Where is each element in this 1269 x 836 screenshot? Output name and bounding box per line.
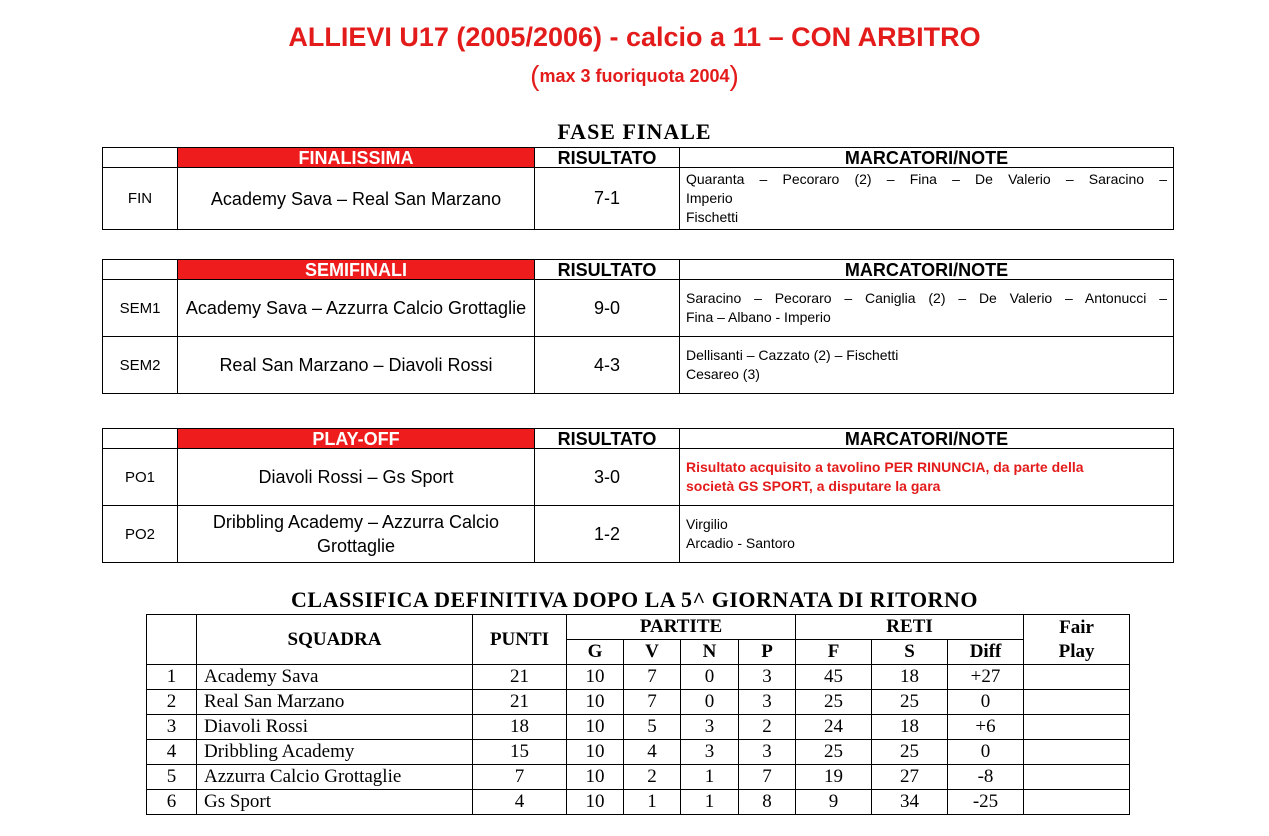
diff-cell: +27 [948,665,1024,690]
diff-cell: -8 [948,765,1024,790]
semifinali-header-row [103,260,1174,280]
squadra-header: SQUADRA [197,615,473,665]
match-teams: Diavoli Rossi – Gs Sport [178,449,535,506]
g-cell: 10 [567,690,624,715]
match-result: 1-2 [535,506,680,563]
notes-line: società GS SPORT, a disputare la gara [686,478,941,494]
match-notes [680,506,1174,563]
playoff-label: PLAY-OFF [178,429,535,449]
match-result: 4-3 [535,337,680,394]
classifica-title: CLASSIFICA DEFINITIVA DOPO LA 5^ GIORNATA DI RITORNO [291,587,978,612]
s-cell: 18 [872,715,948,740]
match-teams: Real San Marzano – Diavoli Rossi [178,337,535,394]
g-cell: 10 [567,665,624,690]
p-cell: 7 [739,765,796,790]
match-row [103,337,1174,394]
code-header-cell [103,429,178,449]
diff-header: Diff [948,640,1024,665]
s-cell: 27 [872,765,948,790]
f-cell: 45 [796,665,872,690]
standings-row [147,665,1130,690]
n-cell: 1 [681,765,739,790]
f-cell: 25 [796,740,872,765]
v-cell: 5 [624,715,681,740]
play-label: Play [1058,640,1095,662]
standings-row [147,715,1130,740]
standings-row [147,765,1130,790]
partite-header: PARTITE [567,615,796,640]
s-cell: 25 [872,690,948,715]
semifinali-table [102,259,1174,394]
result-header: RISULTATO [535,260,680,280]
notes-line: Quaranta – Pecoraro (2) – Fina – De Valerio – Saracino – [686,171,1167,187]
g-cell: 10 [567,765,624,790]
n-cell: 1 [681,790,739,815]
team-cell: Dribbling Academy [197,740,473,765]
f-cell: 9 [796,790,872,815]
page-title: ALLIEVI U17 (2005/2006) - calcio a 11 – CON ARBITRO [288,22,981,52]
playoff-header-row [103,429,1174,449]
subtitle-text: max 3 fuoriquota 2004 [539,66,730,86]
n-header: N [681,640,739,665]
f-header: F [796,640,872,665]
pos-cell: 6 [147,790,197,815]
g-cell: 10 [567,740,624,765]
pos-cell: 1 [147,665,197,690]
match-code: SEM1 [103,280,178,337]
pos-cell: 4 [147,740,197,765]
notes-line: Fina – Albano - Imperio [686,309,831,325]
match-notes [680,168,1174,230]
pts-cell: 15 [473,740,567,765]
result-header: RISULTATO [535,429,680,449]
n-cell: 0 [681,665,739,690]
v-cell: 4 [624,740,681,765]
subtitle-paren-close: ) [729,60,739,91]
fair-play-cell [1024,790,1130,815]
pts-cell: 7 [473,765,567,790]
standings-row [147,740,1130,765]
pos-header [147,615,197,665]
diff-cell: +6 [948,715,1024,740]
match-notes [680,337,1174,394]
pts-cell: 21 [473,690,567,715]
p-cell: 3 [739,740,796,765]
match-teams: Dribbling Academy – Azzurra Calcio Grottaglie [178,506,535,563]
finalissima-header-row [103,148,1174,168]
fair-play-cell [1024,740,1130,765]
p-cell: 3 [739,690,796,715]
page-subtitle [0,60,1269,92]
match-result: 3-0 [535,449,680,506]
match-teams: Academy Sava – Azzurra Calcio Grottaglie [178,280,535,337]
match-teams: Academy Sava – Real San Marzano [178,168,535,230]
notes-line: Fischetti [686,209,739,225]
team-cell: Real San Marzano [197,690,473,715]
n-cell: 3 [681,715,739,740]
result-header: RISULTATO [535,148,680,168]
fase-finale-title: FASE FINALE [557,119,712,144]
s-cell: 34 [872,790,948,815]
fair-label: Fair [1059,616,1094,638]
n-cell: 3 [681,740,739,765]
match-result: 9-0 [535,280,680,337]
pos-cell: 2 [147,690,197,715]
notes-line: Dellisanti – Cazzato (2) – Fischetti [686,347,899,363]
match-row [103,168,1174,230]
reti-header: RETI [796,615,1024,640]
team-cell: Gs Sport [197,790,473,815]
code-header-cell [103,260,178,280]
match-code: SEM2 [103,337,178,394]
diff-cell: 0 [948,690,1024,715]
f-cell: 19 [796,765,872,790]
match-notes [680,449,1174,506]
standings-table [146,614,1130,815]
team-cell: Academy Sava [197,665,473,690]
finalissima-label: FINALISSIMA [178,148,535,168]
n-cell: 0 [681,690,739,715]
playoff-table [102,428,1174,563]
v-cell: 2 [624,765,681,790]
f-cell: 25 [796,690,872,715]
fair-play-cell [1024,715,1130,740]
notes-line: Imperio [686,190,733,206]
standings-row [147,790,1130,815]
g-cell: 10 [567,790,624,815]
match-code: PO1 [103,449,178,506]
pts-cell: 18 [473,715,567,740]
match-row [103,280,1174,337]
v-cell: 1 [624,790,681,815]
code-header-cell [103,148,178,168]
standings-row [147,690,1130,715]
notes-line: Cesareo (3) [686,366,760,382]
diff-cell: -25 [948,790,1024,815]
pts-cell: 21 [473,665,567,690]
fair-play-cell [1024,690,1130,715]
match-row [103,506,1174,563]
fair-play-header [1024,615,1130,665]
notes-header: MARCATORI/NOTE [680,148,1174,168]
v-cell: 7 [624,690,681,715]
match-notes [680,280,1174,337]
match-row [103,449,1174,506]
subtitle-paren-open: ( [530,60,540,91]
s-cell: 25 [872,740,948,765]
s-header: S [872,640,948,665]
finalissima-table [102,147,1174,230]
f-cell: 24 [796,715,872,740]
notes-header: MARCATORI/NOTE [680,260,1174,280]
p-header: P [739,640,796,665]
pos-cell: 5 [147,765,197,790]
notes-line: Arcadio - Santoro [686,535,795,551]
notes-line: Virgilio [686,516,728,532]
pos-cell: 3 [147,715,197,740]
match-code: PO2 [103,506,178,563]
notes-header: MARCATORI/NOTE [680,429,1174,449]
team-cell: Azzurra Calcio Grottaglie [197,765,473,790]
v-header: V [624,640,681,665]
team-cell: Diavoli Rossi [197,715,473,740]
fair-play-cell [1024,665,1130,690]
g-header: G [567,640,624,665]
notes-line: Risultato acquisito a tavolino PER RINUNCIA, da parte della [686,459,1084,475]
p-cell: 2 [739,715,796,740]
diff-cell: 0 [948,740,1024,765]
match-result: 7-1 [535,168,680,230]
standings-header-row-1 [147,615,1130,640]
punti-header: PUNTI [473,615,567,665]
p-cell: 3 [739,665,796,690]
semifinali-label: SEMIFINALI [178,260,535,280]
s-cell: 18 [872,665,948,690]
fair-play-cell [1024,765,1130,790]
notes-line: Saracino – Pecoraro – Caniglia (2) – De Valerio – Antonucci – [686,290,1167,306]
pts-cell: 4 [473,790,567,815]
p-cell: 8 [739,790,796,815]
v-cell: 7 [624,665,681,690]
match-code: FIN [103,168,178,230]
g-cell: 10 [567,715,624,740]
